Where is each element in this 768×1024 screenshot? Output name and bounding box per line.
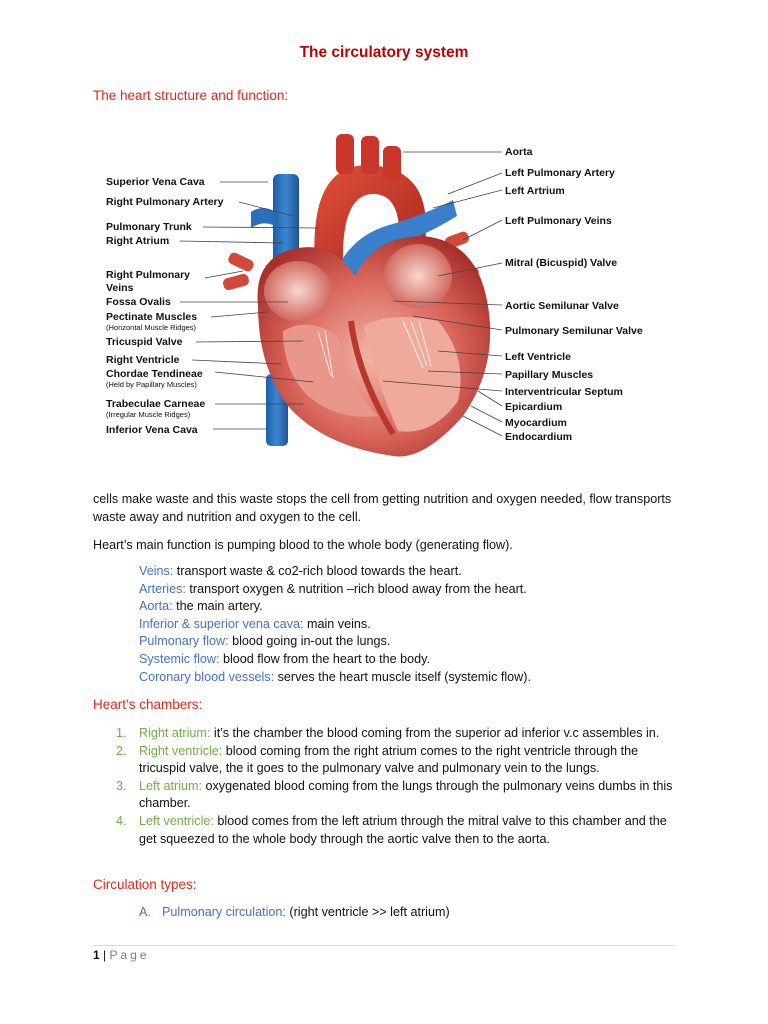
chamber-term: Left ventricle:: [139, 813, 214, 828]
chamber-item-left-atrium: [116, 778, 681, 813]
chamber-item-left-ventricle: [116, 813, 681, 848]
page-word: Page: [109, 948, 150, 962]
chamber-text: blood comes from the left atrium through the mitral valve to this chamber and the get squeezed to the whole body through the aortic valve then to the aorta.: [139, 813, 667, 846]
list-number: 3.: [116, 778, 127, 793]
definition-term: Inferior & superior vena cava:: [139, 616, 304, 631]
label-chordae-tendineae: Chordae Tendineae: [106, 368, 203, 380]
definition-row: [139, 581, 699, 599]
page-footer: [93, 948, 150, 962]
definitions-list: [139, 563, 699, 686]
label-myocardium: Myocardium: [505, 417, 567, 429]
label-tricuspid-valve: Tricuspid Valve: [106, 336, 183, 348]
label-epicardium: Epicardium: [505, 401, 563, 413]
definition-text: main veins.: [303, 616, 371, 631]
definition-text: the main artery.: [172, 599, 263, 614]
definition-row: [139, 598, 699, 616]
definition-term: Systemic flow:: [139, 651, 220, 666]
label-left-ventricle: Left Ventricle: [505, 351, 571, 363]
list-number: 4.: [116, 813, 127, 828]
list-number: 2.: [116, 743, 127, 758]
footer-separator: |: [99, 948, 110, 962]
label-endocardium: Endocardium: [505, 431, 573, 443]
label-pectinate-muscles: Pectinate Muscles: [106, 311, 198, 323]
circulation-item-pulmonary: [139, 904, 450, 922]
section-heading-circulation: Circulation types:: [93, 877, 197, 892]
label-veins: Veins: [106, 282, 134, 294]
document-title: The circulatory system: [299, 44, 469, 61]
circulation-term: Pulmonary circulation:: [162, 905, 286, 919]
chamber-text: oxygenated blood coming from the lungs through the pulmonary veins dumbs in this chamber.: [139, 778, 673, 811]
chamber-term: Right atrium:: [139, 726, 211, 740]
label-left-pulmonary-artery: Left Pulmonary Artery: [505, 167, 615, 179]
definition-row: [139, 651, 699, 669]
definition-row: [139, 563, 699, 581]
label-left-artrium: Left Artrium: [505, 185, 565, 197]
chamber-item-right-atrium: [116, 725, 681, 743]
circulation-text: (right ventricle >> left atrium): [285, 905, 450, 919]
chamber-text: blood coming from the right atrium comes to the right ventricle through the tricuspid valve, the it goes to the pulmonary valve and pulmonary vein to the lungs.: [139, 743, 639, 776]
definition-text: serves the heart muscle itself (systemic flow).: [274, 669, 531, 684]
label-pulmonary-trunk: Pulmonary Trunk: [106, 221, 192, 233]
chamber-item-right-ventricle: [116, 743, 681, 778]
sublabel-chordae-tendineae: (Held by Papillary Muscles): [106, 380, 197, 389]
sublabel-pectinate-muscles: (Horizontal Muscle Ridges): [106, 323, 197, 332]
label-right-pulmonary: Right Pulmonary: [106, 269, 191, 281]
label-aortic-semilunar-valve: Aortic Semilunar Valve: [505, 300, 619, 312]
definition-row: [139, 669, 699, 687]
sublabel-trabeculae-carneae: (Irregular Muscle Ridges): [106, 410, 191, 419]
list-letter: A.: [139, 905, 151, 919]
definition-term: Veins:: [139, 564, 174, 578]
paragraph-main-function: Heart’s main function is pumping blood to the whole body (generating flow).: [93, 538, 513, 552]
page-number: 1: [93, 948, 100, 962]
footer-divider: [93, 945, 675, 946]
label-right-pulmonary-artery: Right Pulmonary Artery: [106, 196, 224, 208]
definition-row: [139, 616, 699, 634]
definition-term: Arteries:: [139, 581, 186, 596]
definition-text: blood flow from the heart to the body.: [219, 651, 430, 666]
definition-term: Coronary blood vessels:: [139, 669, 275, 684]
label-trabeculae-carneae: Trabeculae Carneae: [106, 398, 206, 410]
label-right-ventricle: Right Ventricle: [106, 354, 180, 366]
section-heading-heart-structure: The heart structure and function:: [93, 88, 289, 103]
paragraph-waste: cells make waste and this waste stops the cell from getting nutrition and oxygen needed, flow transports waste away and nutrition and oxygen to the cell.: [93, 492, 672, 524]
definition-text: transport oxygen & nutrition –rich blood away from the heart.: [185, 581, 527, 596]
section-heading-chambers: Heart’s chambers:: [93, 697, 203, 712]
chamber-text: it’s the chamber the blood coming from the superior ad inferior v.c assembles in.: [210, 726, 660, 740]
label-pulmonary-semilunar-valve: Pulmonary Semilunar Valve: [505, 325, 643, 337]
label-right-atrium: Right Atrium: [106, 235, 170, 247]
definition-term: Pulmonary flow:: [139, 634, 229, 649]
definition-text: transport waste & co2-rich blood towards the heart.: [173, 564, 462, 578]
list-number: 1.: [116, 726, 127, 740]
definition-text: blood going in-out the lungs.: [228, 634, 391, 649]
label-superior-vena-cava: Superior Vena Cava: [106, 176, 205, 188]
label-interventricular-septum: Interventricular Septum: [505, 386, 623, 398]
label-left-pulmonary-veins: Left Pulmonary Veins: [505, 215, 612, 227]
heart-diagram: [93, 116, 673, 481]
definition-row: [139, 633, 699, 651]
definition-term: Aorta:: [139, 599, 173, 614]
label-inferior-vena-cava: Inferior Vena Cava: [106, 424, 198, 436]
chamber-term: Right ventricle:: [139, 743, 223, 758]
label-mitral-valve: Mitral (Bicuspid) Valve: [505, 257, 618, 269]
label-aorta: Aorta: [505, 146, 533, 158]
chambers-list: [116, 725, 681, 848]
label-papillary-muscles: Papillary Muscles: [505, 369, 594, 381]
label-fossa-ovalis: Fossa Ovalis: [106, 296, 171, 308]
chamber-term: Left atrium:: [139, 778, 202, 793]
